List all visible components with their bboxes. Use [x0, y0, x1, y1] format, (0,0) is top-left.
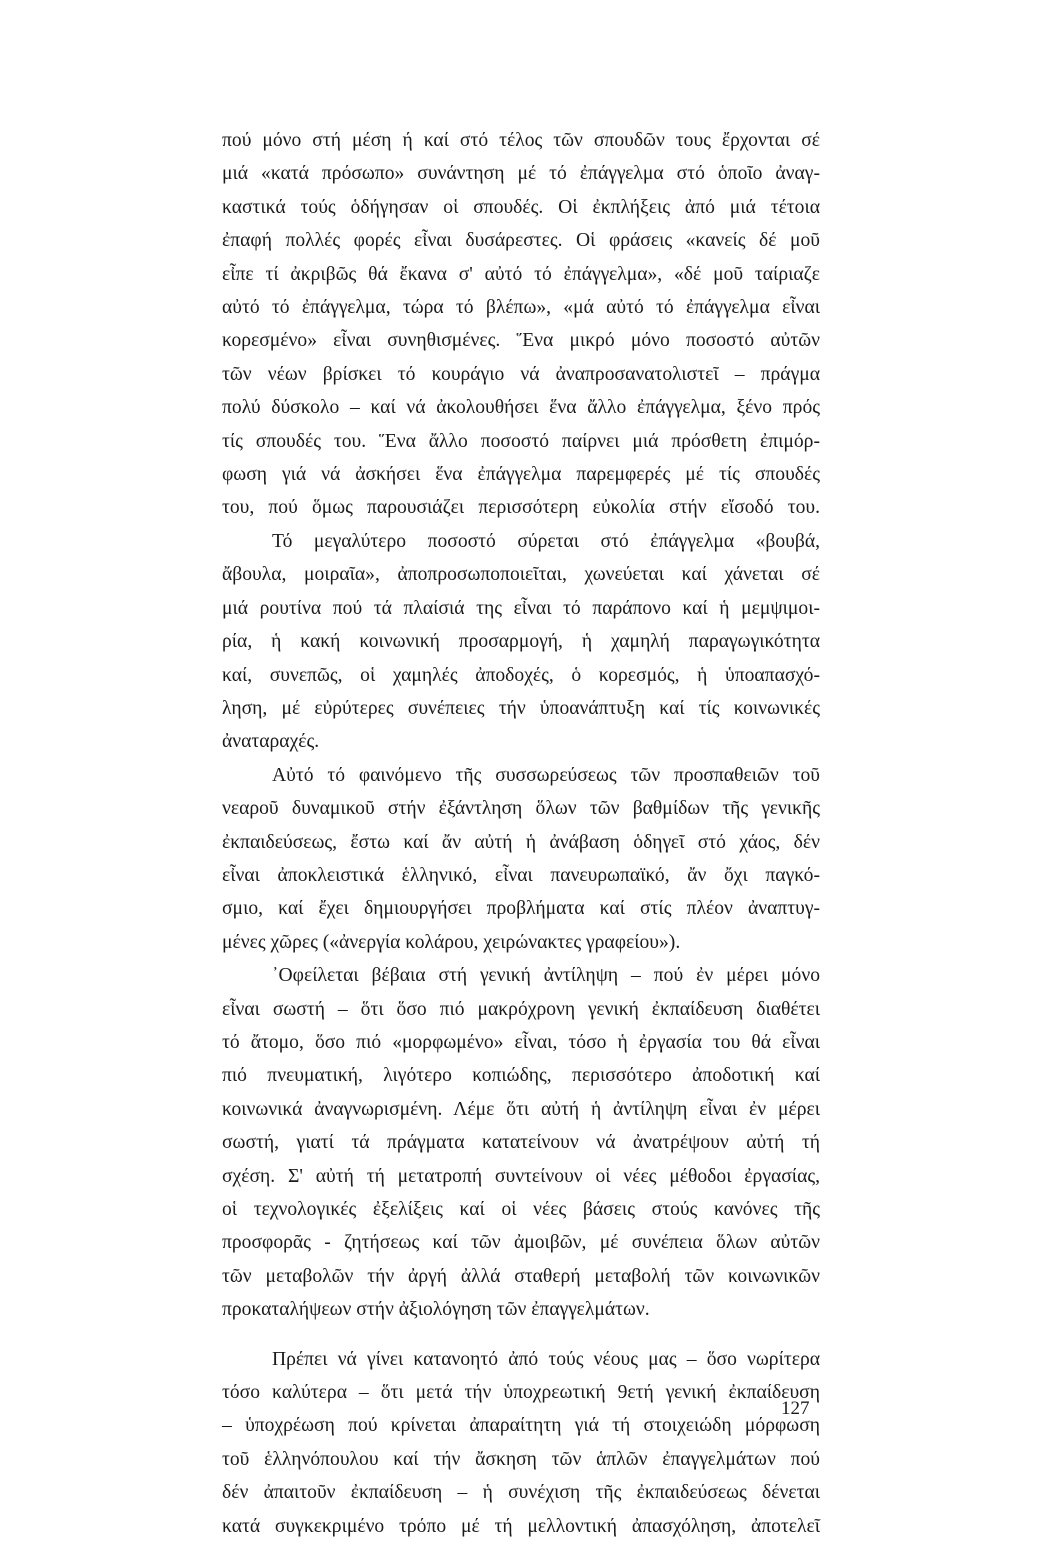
- text-line: δέν ἀπαιτοῦν ἐκπαίδευση – ἡ συνέχιση τῆς ἐκπαιδεύσεως δένεται: [222, 1482, 820, 1504]
- paragraph-4: [222, 959, 820, 1326]
- text-line: ἄβουλα, μοιραῖα», ἀποπροσωποποιεῖται, χωνεύεται καί χάνεται σέ: [222, 564, 820, 586]
- text-line: καί, συνεπῶς, οἱ χαμηλές ἀποδοχές, ὁ κορεσμός, ἡ ὑποαπασχό-: [222, 664, 820, 686]
- text-line: ἀναταραχές.: [222, 731, 320, 753]
- text-line: καστικά τούς ὁδήγησαν οἱ σπουδές. Οἱ ἐκπλήξεις ἀπό μιά τέτοια: [222, 196, 820, 218]
- text-line: Πρέπει νά γίνει κατανοητό ἀπό τούς νέους μας – ὅσο νωρίτερα: [272, 1348, 820, 1370]
- paragraph-1: [222, 124, 820, 525]
- text-line: νεαροῦ δυναμικοῦ στήν ἐξάντληση ὅλων τῶν βαθμίδων τῆς γενικῆς: [222, 798, 820, 820]
- text-line: τῶν μεταβολῶν τήν ἀργή ἀλλά σταθερή μεταβολή τῶν κοινωνικῶν: [222, 1265, 820, 1287]
- text-line: τό ἄτομο, ὅσο πιό «μορφωμένο» εἶναι, τόσο ἡ ἐργασία του θά εἶναι: [222, 1031, 820, 1053]
- text-line: προκαταλήψεων στήν ἀξιολόγηση τῶν ἐπαγγελμάτων.: [222, 1299, 650, 1321]
- text-line: φωση γιά νά ἀσκήσει ἕνα ἐπάγγελμα παρεμφερές μέ τίς σπουδές: [222, 464, 820, 486]
- body-text: [222, 124, 820, 1543]
- text-line: σχέση. Σ' αὐτή τή μετατροπή συντείνουν οἱ νέες μέθοδοι ἐργασίας,: [222, 1165, 820, 1187]
- text-line: ληση, μέ εὐρύτερες συνέπειες τήν ὑποανάπτυξη καί τίς κοινωνικές: [222, 697, 820, 719]
- text-line: σμιο, καί ἔχει δημιουργήσει προβλήματα καί στίς πλέον ἀναπτυγ-: [222, 898, 820, 920]
- text-line: εἶναι ἀποκλειστικά ἑλληνικό, εἶναι πανευρωπαϊκό, ἄν ὄχι παγκό-: [222, 864, 820, 886]
- text-line: πολύ δύσκολο – καί νά ἀκολουθήσει ἕνα ἄλλο ἐπάγγελμα, ξένο πρός: [222, 397, 820, 419]
- page-number: 127: [781, 1398, 810, 1419]
- text-line: πιό πνευματική, λιγότερο κοπιώδης, περισσότερο ἀποδοτική καί: [222, 1065, 820, 1087]
- text-line: ἐπαφή πολλές φορές εἶναι δυσάρεστες. Οἱ φράσεις «κανείς δέ μοῦ: [222, 230, 820, 252]
- text-line: πού μόνο στή μέση ή καί στό τέλος τῶν σπουδῶν τους ἔρχονται σέ: [222, 130, 820, 151]
- text-line: προσφορᾶς - ζητήσεως καί τῶν ἀμοιβῶν, μέ συνέπεια ὅλων αὐτῶν: [222, 1232, 820, 1254]
- text-line: τόσο καλύτερα – ὅτι μετά τήν ὑποχρεωτική 9ετή γενική ἐκπαίδευση: [222, 1382, 820, 1404]
- text-line: τῶν νέων βρίσκει τό κουράγιο νά ἀναπροσανατολιστεῖ – πράγμα: [222, 363, 820, 385]
- text-line: Αὐτό τό φαινόμενο τῆς συσσωρεύσεως τῶν προσπαθειῶν τοῦ: [272, 764, 820, 786]
- text-line: σωστή, γιατί τά πράγματα κατατείνουν νά ἀνατρέψουν αὐτή τή: [222, 1132, 820, 1154]
- text-line: ᾿Οφείλεται βέβαια στή γενική ἀντίληψη – πού ἐν μέρει μόνο: [272, 965, 820, 987]
- paragraph-gap: [222, 1327, 820, 1343]
- text-line: εἶναι σωστή – ὅτι ὅσο πιό μακρόχρονη γενική ἐκπαίδευση διαθέτει: [222, 998, 820, 1020]
- text-line: ἐκπαιδεύσεως, ἔστω καί ἄν αὐτή ἡ ἀνάβαση ὁδηγεῖ στό χάος, δέν: [222, 831, 820, 853]
- paragraph-3: [222, 759, 820, 959]
- text-line: τίς σπουδές του. Ἕνα ἄλλο ποσοστό παίρνει μιά πρόσθετη ἐπιμόρ-: [222, 430, 820, 452]
- text-line: του, πού ὅμως παρουσιάζει περισσότερη εὐκολία στήν εἴσοδό του.: [222, 497, 820, 519]
- text-line: τοῦ ἑλληνόπουλου καί τήν ἄσκηση τῶν ἁπλῶν ἐπαγγελμάτων πού: [222, 1448, 820, 1470]
- text-line: μιά ρουτίνα πού τά πλαίσιά της εἶναι τό παράπονο καί ἡ μεμψιμοι-: [222, 597, 820, 619]
- text-line: κορεσμένο» εἶναι συνηθισμένες. Ἕνα μικρό μόνο ποσοστό αὐτῶν: [222, 330, 820, 352]
- text-line: μένες χῶρες («ἀνεργία κολάρου, χειρώνακτες γραφείου»).: [222, 931, 681, 953]
- text-line: Τό μεγαλύτερο ποσοστό σύρεται στό ἐπάγγελμα «βουβά,: [272, 530, 820, 552]
- text-line: ρία, ἡ κακή κοινωνική προσαρμογή, ἡ χαμηλή παραγωγικότητα: [222, 631, 820, 653]
- text-line: εἶπε τί ἀκριβῶς θά ἔκανα σ' αὐτό τό ἐπάγγελμα», «δέ μοῦ ταίριαζε: [222, 263, 820, 285]
- paragraph-2: [222, 525, 820, 759]
- text-line: αὐτό τό ἐπάγγελμα, τώρα τό βλέπω», «μά αὐτό τό ἐπάγγελμα εἶναι: [222, 297, 820, 319]
- text-line: μιά «κατά πρόσωπο» συνάντηση μέ τό ἐπάγγελμα στό ὁποῖο ἀναγ-: [222, 163, 820, 185]
- text-line: κατά συγκεκριμένο τρόπο μέ τή μελλοντική ἀπασχόληση, ἀποτελεῖ: [222, 1515, 820, 1537]
- text-line: οἱ τεχνολογικές ἐξελίξεις καί οἱ νέες βάσεις στούς κανόνες τῆς: [222, 1199, 820, 1220]
- paragraph-5: [222, 1343, 820, 1543]
- text-line: κοινωνικά ἀναγνωρισμένη. Λέμε ὅτι αὐτή ἡ ἀντίληψη εἶναι ἐν μέρει: [222, 1098, 820, 1120]
- text-line: – ὑποχρέωση πού κρίνεται ἀπαραίτητη γιά τή στοιχειώδη μόρφωση: [222, 1415, 820, 1437]
